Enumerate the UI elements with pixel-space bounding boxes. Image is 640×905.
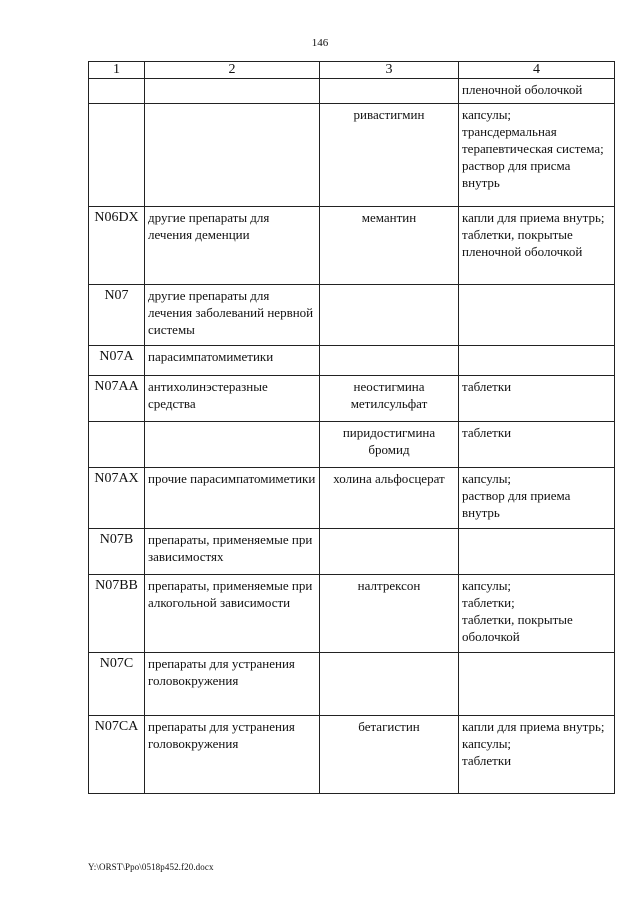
table-row <box>89 104 615 207</box>
table-row <box>89 207 615 285</box>
dosage-form-cell <box>459 529 615 575</box>
group-cell: препараты для устранения головокружения <box>145 653 320 716</box>
column-header-2: 2 <box>145 62 320 79</box>
dosage-form-cell: таблетки <box>459 422 615 468</box>
column-header-4: 4 <box>459 62 615 79</box>
code-cell: N07AX <box>89 468 145 529</box>
table-row <box>89 575 615 653</box>
group-cell <box>145 104 320 207</box>
inn-cell <box>320 653 459 716</box>
dosage-form-cell: пленочной оболочкой <box>459 79 615 104</box>
group-cell: другие препараты для лечения заболеваний нервной системы <box>145 285 320 346</box>
table-row <box>89 346 615 376</box>
table-row <box>89 716 615 794</box>
group-cell: препараты для устранения головокружения <box>145 716 320 794</box>
code-cell: N07CA <box>89 716 145 794</box>
inn-cell: холина альфосцерат <box>320 468 459 529</box>
inn-cell <box>320 529 459 575</box>
code-cell <box>89 79 145 104</box>
table-row <box>89 376 615 422</box>
code-cell <box>89 422 145 468</box>
inn-cell <box>320 79 459 104</box>
column-header-3: 3 <box>320 62 459 79</box>
group-cell <box>145 422 320 468</box>
group-cell: другие препараты для лечения деменции <box>145 207 320 285</box>
dosage-form-cell <box>459 653 615 716</box>
dosage-form-cell <box>459 285 615 346</box>
inn-cell <box>320 285 459 346</box>
dosage-form-cell: капсулы; раствор для приема внутрь <box>459 468 615 529</box>
inn-cell: мемантин <box>320 207 459 285</box>
group-cell: прочие парасимпатомиметики <box>145 468 320 529</box>
group-cell: препараты, применяемые при алкогольной зависимости <box>145 575 320 653</box>
code-cell: N06DX <box>89 207 145 285</box>
table-row <box>89 529 615 575</box>
table-row <box>89 79 615 104</box>
header-row <box>89 62 615 79</box>
code-cell: N07AA <box>89 376 145 422</box>
page-number: 146 <box>311 37 329 49</box>
dosage-form-cell <box>459 346 615 376</box>
footer-file-path: Y:\ORST\Ppo\0518p452.f20.docx <box>88 862 214 872</box>
group-cell: антихолинэстеразные средства <box>145 376 320 422</box>
inn-cell: налтрексон <box>320 575 459 653</box>
code-cell <box>89 104 145 207</box>
table-row <box>89 653 615 716</box>
inn-cell: неостигмина метилсульфат <box>320 376 459 422</box>
code-cell: N07 <box>89 285 145 346</box>
code-cell: N07A <box>89 346 145 376</box>
inn-cell: бетагистин <box>320 716 459 794</box>
table-row <box>89 422 615 468</box>
dosage-form-cell: капсулы; трансдермальная терапевтическая система; раствор для присма внутрь <box>459 104 615 207</box>
table-body <box>89 79 615 794</box>
code-cell: N07BB <box>89 575 145 653</box>
table-row <box>89 285 615 346</box>
group-cell: препараты, применяемые при зависимостях <box>145 529 320 575</box>
drug-table <box>88 61 615 794</box>
dosage-form-cell: капсулы; таблетки; таблетки, покрытые оболочкой <box>459 575 615 653</box>
dosage-form-cell: таблетки <box>459 376 615 422</box>
code-cell: N07B <box>89 529 145 575</box>
column-header-1: 1 <box>89 62 145 79</box>
table-row <box>89 468 615 529</box>
code-cell: N07C <box>89 653 145 716</box>
dosage-form-cell: капли для приема внутрь; капсулы; таблетки <box>459 716 615 794</box>
group-cell <box>145 79 320 104</box>
inn-cell <box>320 346 459 376</box>
dosage-form-cell: капли для приема внутрь; таблетки, покрытые пленочной оболочкой <box>459 207 615 285</box>
inn-cell: пиридостигмина бромид <box>320 422 459 468</box>
group-cell: парасимпатомиметики <box>145 346 320 376</box>
inn-cell: ривастигмин <box>320 104 459 207</box>
